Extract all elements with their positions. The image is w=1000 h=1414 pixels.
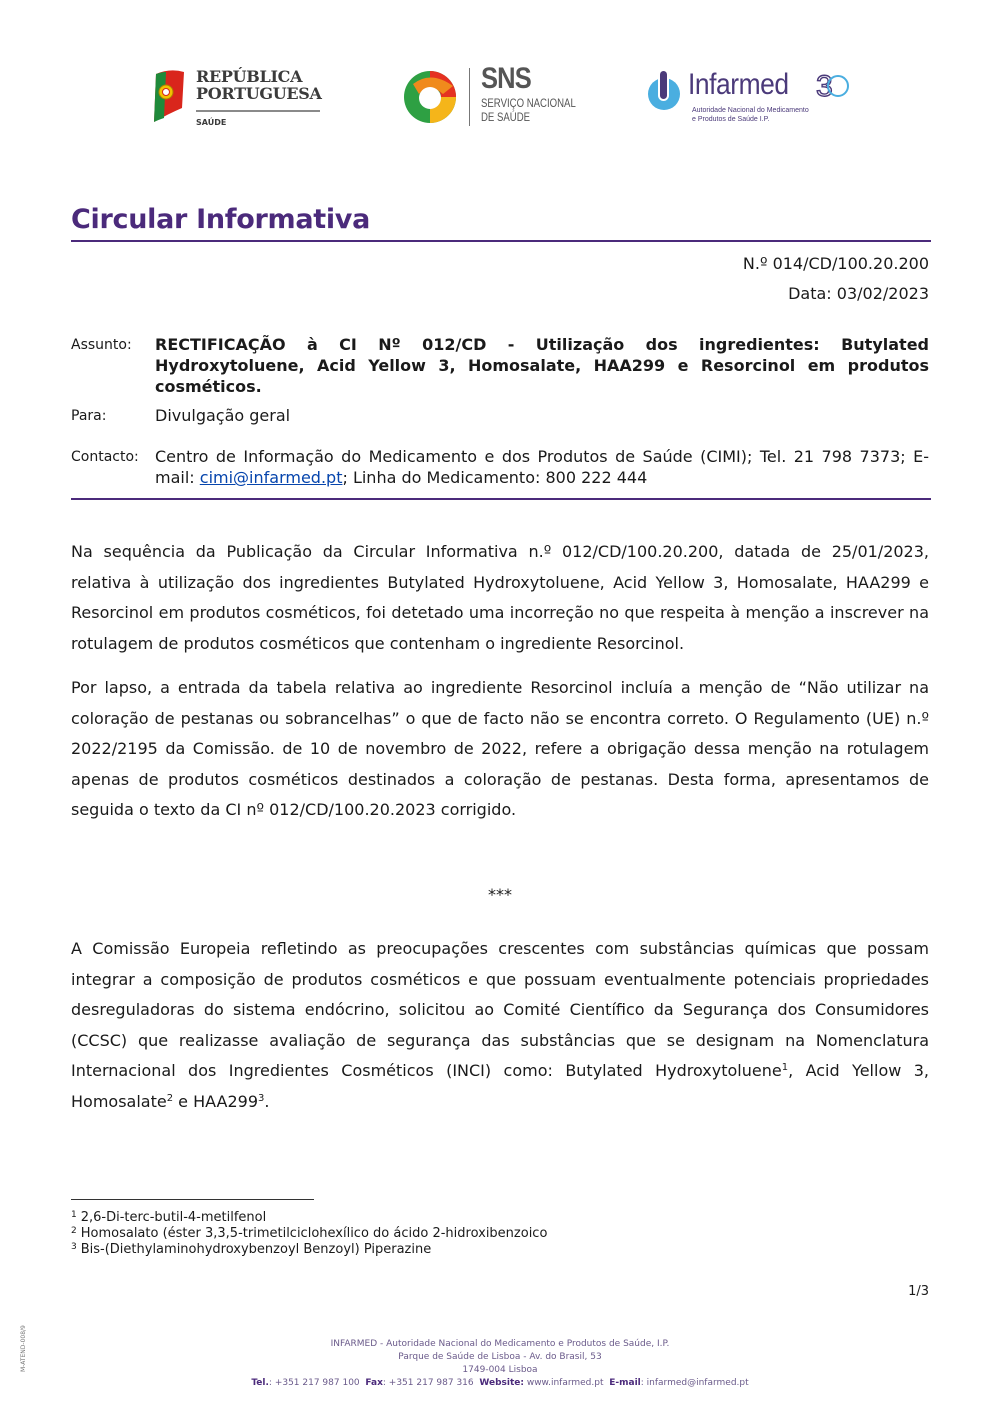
republica-line2: PORTUGUESA <box>196 84 322 103</box>
infarmed-name: Infarmed <box>688 68 789 101</box>
infarmed-subtitle <box>692 106 809 124</box>
sns-ring-icon <box>401 68 459 126</box>
email-label: E-mail <box>609 1378 641 1388</box>
contacto-label: Contacto: <box>71 449 139 465</box>
footnote-mark: 1 <box>71 1210 77 1220</box>
fax-label: Fax <box>365 1378 383 1388</box>
reference-number: N.º 014/CD/100.20.200 <box>742 254 929 273</box>
footnote-ref-2[interactable]: 2 <box>166 1092 174 1104</box>
footer-postcode: 1749-004 Lisboa <box>462 1365 538 1375</box>
footer-org: INFARMED - Autoridade Nacional do Medicamento e Produtos de Saúde, I.P. <box>330 1339 670 1349</box>
footnote-text: Bis-(Diethylaminohydroxybenzoyl Benzoyl) Piperazine <box>80 1242 432 1257</box>
paragraph-1: Na sequência da Publicação da Circular Informativa n.º 012/CD/100.20.200, datada de 25/01/2023, relativa à utilização dos ingredientes Butylated Hydroxytoluene, Acid Yellow 3, Homosalate, HAA299 e Resorcinol em produtos cosméticos, foi detetado uma incorreção no que respeita à menção a inscrever na rotulagem de produtos cosméticos que contenham o ingrediente Resorcinol. <box>71 542 929 653</box>
footnote-text: 2,6-Di-terc-butil-4-metilfenol <box>80 1210 267 1225</box>
sns-subtitle <box>481 96 576 124</box>
infarmed-sub-line1: Autoridade Nacional do Medicamento <box>692 107 809 114</box>
paragraph-3 <box>71 934 929 1118</box>
footer-address: Parque de Saúde de Lisboa - Av. do Brasil, 53 <box>398 1352 602 1362</box>
footnote-1 <box>71 1210 266 1226</box>
sns-logo <box>401 62 591 128</box>
logo-divider <box>196 110 320 112</box>
footer-contacts <box>0 1377 1000 1390</box>
footnote-ref-3[interactable]: 3 <box>258 1092 265 1104</box>
footnote-divider <box>71 1199 314 1200</box>
section-separator: *** <box>488 885 512 904</box>
email-link[interactable]: : infarmed@infarmed.pt <box>640 1378 749 1388</box>
republica-sub: SAÚDE <box>196 118 227 127</box>
footnote-mark: 2 <box>71 1226 77 1236</box>
portugal-flag-icon <box>152 68 186 124</box>
contacto-text: Centro de Informação do Medicamento e dos Produtos de Saúde (CIMI); Tel. 21 798 7373; E-mail: <box>155 447 929 487</box>
website-label: Website: <box>479 1378 524 1388</box>
assunto-label: Assunto: <box>71 337 132 353</box>
sns-name: SNS <box>481 62 531 95</box>
contacto-text-end: ; Linha do Medicamento: 800 222 444 <box>342 468 648 487</box>
footnote-text: Homosalato (éster 3,3,5-trimetilciclohexílico do ácido 2-hidroxibenzoico <box>80 1226 548 1241</box>
svg-text:3: 3 <box>816 70 833 102</box>
website-link[interactable]: www.infarmed.pt <box>523 1378 604 1388</box>
footnote-3 <box>71 1242 431 1258</box>
header-divider <box>71 498 931 500</box>
logo-divider <box>469 68 470 126</box>
contacto-value <box>155 446 929 488</box>
anniversary-30-icon <box>814 68 850 102</box>
document-date: Data: 03/02/2023 <box>788 284 929 303</box>
p3-text: . <box>264 1091 270 1111</box>
paragraph-2: Por lapso, a entrada da tabela relativa ao ingrediente Resorcinol incluía a menção de “Não utilizar na coloração de pestanas ou sobrancelhas” o que de facto não se encontra correto. O Regulamento (UE) n.º 2022/2195 da Comissão. de 10 de novembro de 2022, refere a obrigação dessa menção na rotulagem apenas de produtos cosméticos destinados a coloração de pestanas. Desta forma, apresentamos de seguida o texto da CI nº 012/CD/100.20.2023 corrigido. <box>71 678 929 820</box>
republica-portuguesa-logo <box>152 66 322 132</box>
p3-text: A Comissão Europeia refletindo as preocupações crescentes com substâncias químicas que possam integrar a composição de produtos cosméticos e que possuam eventualmente potenciais propriedades desreguladoras do sistema endócrino, solicitou ao Comité Científico da Segurança dos Consumidores (CCSC) que realizasse avaliação de segurança das substâncias que se designam na Nomenclatura Internacional dos Ingredientes Cosméticos (INCI) como: Butylated Hydroxytoluene <box>71 939 929 1081</box>
page-number: 1/3 <box>908 1284 929 1299</box>
footnote-mark: 3 <box>71 1242 77 1252</box>
para-label: Para: <box>71 408 107 424</box>
footnote-2 <box>71 1226 547 1242</box>
infarmed-logo <box>644 68 854 130</box>
assunto-value: RECTIFICAÇÃO à CI Nº 012/CD - Utilização dos ingredientes: Butylated Hydroxytoluene, Acid Yellow 3, Homosalate, HAA299 e Resorcinol em produtos cosméticos. <box>155 335 929 396</box>
para-value: Divulgação geral <box>155 406 291 425</box>
infarmed-sub-line2: e Produtos de Saúde I.P. <box>692 116 770 123</box>
p3-text: , Acid Yellow 3, Homosalate <box>71 1061 929 1111</box>
republica-line1: REPÚBLICA <box>196 67 303 86</box>
infarmed-drop-icon <box>644 70 684 112</box>
title-divider <box>71 240 931 242</box>
footnote-ref-1[interactable]: 1 <box>781 1062 789 1074</box>
page-title: Circular Informativa <box>71 204 371 235</box>
tel-label: Tel. <box>251 1378 269 1388</box>
form-code: M-ATEND-008/9 <box>20 1325 27 1372</box>
tel-value: : +351 217 987 100 <box>268 1378 360 1388</box>
cimi-email-link[interactable]: cimi@infarmed.pt <box>199 468 343 487</box>
sns-sub-line2: DE SAÚDE <box>481 110 531 124</box>
fax-value: : +351 217 987 316 <box>382 1378 474 1388</box>
p3-text: e HAA299 <box>173 1091 258 1111</box>
sns-sub-line1: SERVIÇO NACIONAL <box>481 96 576 110</box>
